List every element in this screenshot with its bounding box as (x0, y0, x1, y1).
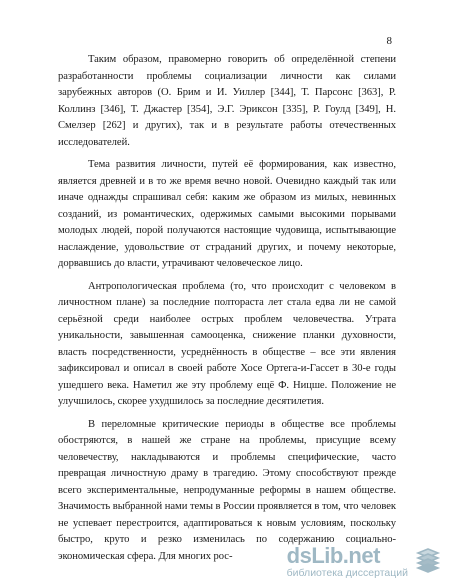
watermark-logo (286, 542, 444, 579)
watermark-brand: dsLib.net (286, 542, 380, 568)
page-number: 8 (386, 35, 392, 47)
watermark-caption: библиотека диссертаций (286, 566, 408, 579)
document-body (58, 52, 396, 571)
book-stack-icon (412, 545, 444, 577)
watermark-text (286, 542, 408, 579)
paragraph: В переломные критические периоды в обществе все проблемы обостряются, в нашей же стране на проблемы, присущие всему человечеству, накладываются и проблемы специфические, часто превращая личностную драму в трагедию. Этому способствуют прежде всего экспериментальные, непродуманные реформы в нашем обществе. Значимость выбранной нами темы в России проявляется в том, что человек не успевает перестроится, адаптироваться к новым условиям, поскольку быстро, круто и резко изменилась по содержанию социально-экономическая сфера. Для многих рос- (58, 418, 396, 562)
paragraph: Тема развития личности, путей её формирования, как известно, является древней и в то же время вечно новой. Очевидно каждый так или иначе однажды спрашивал себя: каким же образом из милых, невинных созданий, из романтических, одержимых самыми высокими порывами молодых людей, порой получаются настоящие чудовища, испытывающие наслаждение, удовольствие от страданий других, и почему некоторые, дорвавшись до власти, утрачивают человеческое лицо. (58, 159, 396, 269)
paragraph: Таким образом, правомерно говорить об определённой степени разработанности проблемы социализации личности как силами зарубежных авторов (О. Брим и И. Уиллер [344], Т. Парсонс [363], Р. Коллинз [346], Т. Джастер [354], Э.Г. Эриксон [335], Р. Гоулд [349], Н. Смелзер [262] и других), так и в результате работы отечественных исследователей. (58, 54, 396, 148)
paragraph: Антропологическая проблема (то, что происходит с человеком в личностном плане) за последние полтораста лет стала едва ли не самой серьёзной среди наиболее острых проблем человечества. Утрата уникальности, завышенная самооценка, снижение планки духовности, власть посредственности, усреднённость в обществе – все эти явления зафиксировал и описал в своей работе Хосе Ортега-и-Гассет в 30-е годы ушедшего века. Наметил же эту проблему ещё Ф. Ницше. Положение не улучшилось, скорее ухудшилось за последние десятилетия. (58, 280, 396, 407)
